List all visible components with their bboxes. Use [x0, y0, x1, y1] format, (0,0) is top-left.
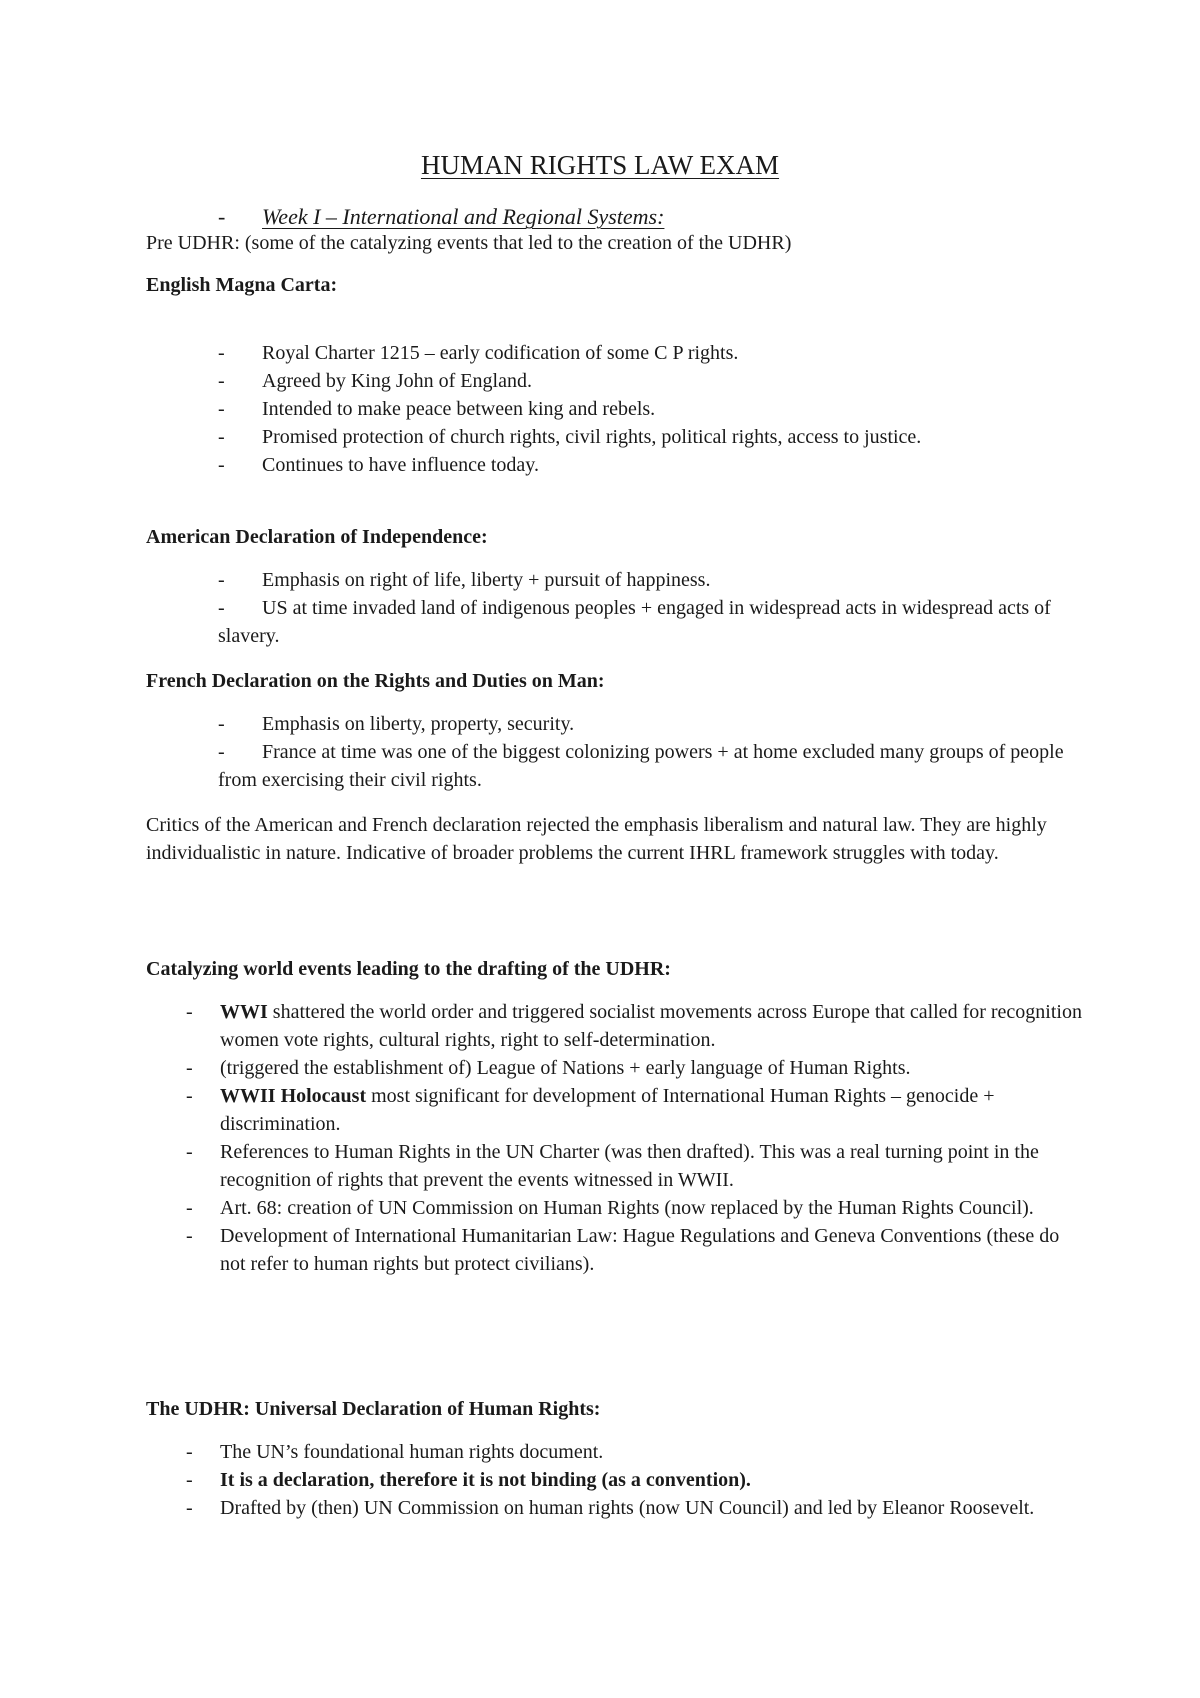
udhr-section: [146, 1395, 1066, 1423]
udhr-list-block: [146, 1438, 1086, 1522]
critics-paragraph: Critics of the American and French declaration rejected the emphasis liberalism and natural law. They are highly individualistic in nature. Indicative of broader problems the current IHRL framework struggles with today.: [146, 814, 1047, 864]
list-item: - Royal Charter 1215 – early codification of some C P rights.: [218, 342, 739, 364]
udhr-list: [146, 1438, 1086, 1522]
list-item: - It is a declaration, therefore it is not binding (as a convention).: [186, 1469, 751, 1491]
catalyzing-section: [146, 955, 1066, 983]
magna-carta-list-block: [146, 339, 1086, 479]
magna-carta-section: [146, 271, 1066, 299]
list-item: - Agreed by King John of England.: [218, 370, 532, 392]
udhr-heading: The UDHR: Universal Declaration of Human Rights:: [146, 1398, 601, 1420]
magna-carta-list: [146, 339, 1086, 479]
list-item: - Intended to make peace between king and rebels.: [218, 398, 656, 420]
critics-section: [146, 811, 1066, 867]
american-list-block: [146, 566, 1086, 650]
french-section: [146, 667, 1066, 695]
page-title: HUMAN RIGHTS LAW EXAM: [420, 150, 780, 180]
french-heading: French Declaration on the Rights and Duties on Man:: [146, 670, 605, 692]
catalyzing-list: [146, 998, 1086, 1278]
american-heading: American Declaration of Independence:: [146, 526, 488, 548]
list-item: - WWII Holocaust most significant for development of International Human Rights – genocide + discrimination.: [186, 1085, 995, 1135]
catalyzing-list-block: [146, 998, 1086, 1278]
list-item: - Emphasis on liberty, property, security.: [218, 713, 575, 735]
list-item: - Art. 68: creation of UN Commission on Human Rights (now replaced by the Human Rights Council).: [186, 1197, 1034, 1219]
week-dash: -: [218, 204, 226, 229]
list-item: - The UN’s foundational human rights document.: [186, 1441, 604, 1463]
list-item: - Development of International Humanitarian Law: Hague Regulations and Geneva Conventions (these do not refer to human rights but protect civilians).: [186, 1225, 1060, 1275]
list-item: - Continues to have influence today.: [218, 454, 539, 476]
catalyzing-heading: Catalyzing world events leading to the drafting of the UDHR:: [146, 958, 671, 980]
american-section: [146, 523, 1066, 551]
intro-section: [146, 229, 1066, 257]
list-item: - Promised protection of church rights, civil rights, political rights, access to justice.: [218, 426, 922, 448]
french-list-block: [146, 710, 1086, 794]
magna-carta-heading: English Magna Carta:: [146, 274, 338, 296]
american-list: [146, 566, 1086, 650]
list-item: - France at time was one of the biggest colonizing powers + at home excluded many groups of people from exercising their civil rights.: [218, 741, 1064, 791]
intro-paragraph: Pre UDHR: (some of the catalyzing events that led to the creation of the UDHR): [146, 232, 792, 254]
list-item: - US at time invaded land of indigenous peoples + engaged in widespread acts in widespread acts of slavery.: [218, 597, 1051, 647]
french-list: [146, 710, 1086, 794]
week-heading-text: Week I – International and Regional Systems:: [262, 204, 665, 229]
list-item: - (triggered the establishment of) League of Nations + early language of Human Rights.: [186, 1057, 911, 1079]
list-item: - Emphasis on right of life, liberty + pursuit of happiness.: [218, 569, 711, 591]
list-item: - References to Human Rights in the UN Charter (was then drafted). This was a real turning point in the recognition of rights that prevent the events witnessed in WWII.: [186, 1141, 1039, 1191]
list-item: - Drafted by (then) UN Commission on human rights (now UN Council) and led by Eleanor Roosevelt.: [186, 1497, 1035, 1519]
list-item: - WWI shattered the world order and triggered socialist movements across Europe that called for recognition women vote rights, cultural rights, right to self-determination.: [186, 1001, 1082, 1051]
